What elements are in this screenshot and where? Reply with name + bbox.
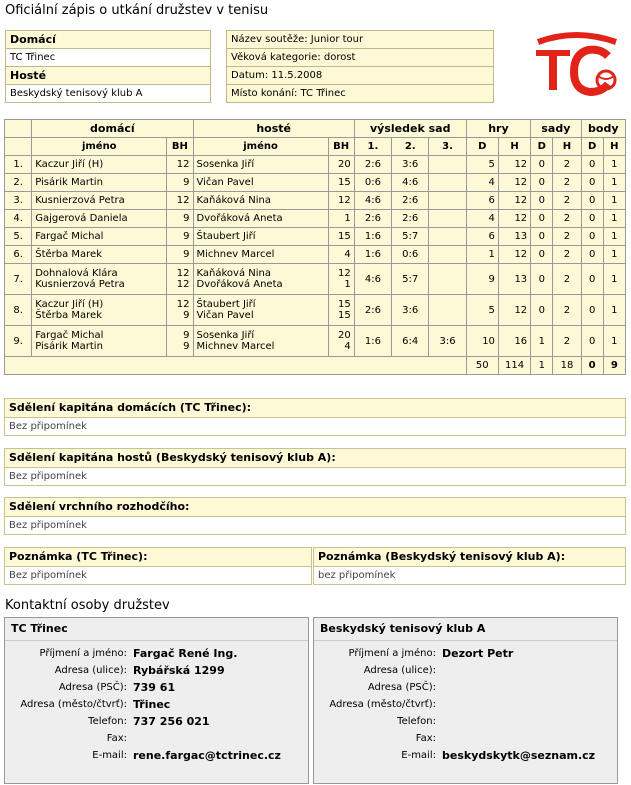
contact-label: Adresa (ulice): [363, 665, 436, 676]
home-player [32, 246, 167, 264]
contact-value [438, 730, 597, 747]
guest-player-line: Štaubert Jiří [196, 299, 256, 310]
home-bh-line: 9 [183, 330, 190, 341]
home-player-line: Pisárik Martin [35, 341, 103, 352]
contact-row [314, 679, 597, 696]
match-row [5, 210, 626, 228]
guest-bh-line: 4 [344, 341, 351, 352]
points-h: 1 [603, 192, 625, 210]
total-sets-h: 18 [553, 357, 581, 375]
home-bh-line: 9 [183, 341, 190, 352]
points-h: 1 [603, 174, 625, 192]
games-d: 9 [466, 264, 498, 295]
points-d: 0 [581, 210, 603, 228]
sub-set1: 1. [354, 138, 391, 156]
contact-value [438, 713, 597, 730]
points-h: 1 [603, 295, 625, 326]
guest-player-line: Vičan Pavel [196, 310, 254, 321]
guest-player [193, 156, 328, 174]
set3-score [429, 246, 466, 264]
set1-score: 2:6 [354, 210, 391, 228]
guest-bh-line: 12 [338, 195, 351, 206]
match-rows [5, 156, 626, 357]
home-player-line: Kusnierzová Petra [35, 195, 125, 206]
set3-score [429, 174, 466, 192]
set1-score: 4:6 [354, 264, 391, 295]
match-number: 2. [5, 174, 32, 192]
guest-player-line: Štaubert Jiří [196, 231, 256, 242]
note-guest-text: bez připomínek [314, 567, 625, 584]
contact-row [5, 662, 283, 679]
contact-label: Adresa (město/čtvrť): [329, 699, 436, 710]
contact-value: 739 61 [133, 681, 176, 694]
match-number: 9. [5, 326, 32, 357]
match-row [5, 246, 626, 264]
contact-label: Telefon: [88, 716, 127, 727]
sub-h: H [498, 138, 530, 156]
contact-value: Třinec [133, 698, 171, 711]
date: Datum: 11.5.2008 [227, 67, 494, 85]
home-player-line: Štěrba Marek [35, 310, 102, 321]
contact-value [129, 730, 283, 747]
games-h: 12 [498, 210, 530, 228]
guest-player [193, 210, 328, 228]
set1-score: 1:6 [354, 246, 391, 264]
home-player [32, 264, 167, 295]
match-row [5, 174, 626, 192]
set3-score [429, 295, 466, 326]
guest-player [193, 228, 328, 246]
guest-player-line: Michnev Marcel [196, 249, 275, 260]
contact-row [5, 747, 283, 764]
captain-guest-title: Sdělení kapitána hostů (Beskydský tenisový klub A): [5, 449, 625, 468]
sets-d: 0 [531, 174, 553, 192]
guest-bh-line: 15 [338, 299, 351, 310]
match-number: 6. [5, 246, 32, 264]
home-bh [167, 192, 193, 210]
guest-bh-line: 20 [338, 330, 351, 341]
match-number: 4. [5, 210, 32, 228]
contact-row [5, 696, 283, 713]
match-row [5, 326, 626, 357]
contact-label: Příjmení a jméno: [348, 648, 436, 659]
sets-h: 2 [553, 156, 581, 174]
contact-value: rene.fargac@tctrinec.cz [133, 749, 281, 762]
contact-row [5, 679, 283, 696]
note-home-text: Bez připomínek [5, 567, 311, 584]
col-games: hry [466, 120, 531, 138]
home-bh [167, 210, 193, 228]
sub-set2: 2. [392, 138, 429, 156]
home-player [32, 210, 167, 228]
contact-guest-box [313, 617, 618, 784]
home-player-line: Dohnalová Klára [35, 268, 118, 279]
venue: Místo konání: TC Třinec [227, 85, 494, 103]
guest-bh-line: 4 [344, 249, 351, 260]
captain-home-text: Bez připomínek [5, 418, 625, 435]
contact-row [5, 645, 283, 662]
referee-title: Sdělení vrchního rozhodčího: [5, 498, 625, 517]
total-points-d: 0 [581, 357, 603, 375]
guest-bh-line: 15 [338, 231, 351, 242]
sets-d: 0 [531, 264, 553, 295]
captain-home-box [4, 398, 626, 436]
points-d: 0 [581, 246, 603, 264]
home-bh [167, 228, 193, 246]
home-player [32, 174, 167, 192]
match-number: 5. [5, 228, 32, 246]
contact-row [314, 747, 597, 764]
games-h: 13 [498, 264, 530, 295]
set2-score: 2:6 [392, 210, 429, 228]
col-result: výsledek sad [354, 120, 466, 138]
home-bh [167, 326, 193, 357]
match-number: 8. [5, 295, 32, 326]
points-h: 1 [603, 326, 625, 357]
contact-value: beskydskytk@seznam.cz [442, 749, 596, 762]
points-h: 1 [603, 264, 625, 295]
home-bh-line: 9 [183, 231, 190, 242]
captain-home-title: Sdělení kapitána domácích (TC Třinec): [5, 399, 625, 418]
contact-row [314, 713, 597, 730]
home-bh-line: 12 [176, 268, 190, 279]
points-h: 1 [603, 228, 625, 246]
games-h: 12 [498, 295, 530, 326]
logo-text: TC [530, 30, 532, 31]
guest-bh-line: 1 [344, 279, 351, 290]
home-bh [167, 264, 193, 295]
results-table [4, 119, 626, 375]
games-d: 5 [466, 156, 498, 174]
home-bh-line: 9 [183, 177, 190, 188]
games-h: 12 [498, 246, 530, 264]
home-bh-line: 9 [183, 310, 190, 321]
match-row [5, 156, 626, 174]
sets-h: 2 [553, 174, 581, 192]
guest-player-line: Kaňáková Nina [196, 195, 271, 206]
contact-row [314, 696, 597, 713]
home-player-line: Gajgerová Daniela [35, 213, 128, 224]
sets-h: 2 [553, 264, 581, 295]
match-number: 7. [5, 264, 32, 295]
contact-label: Adresa (PSČ): [367, 682, 436, 693]
contacts-title: Kontaktní osoby družstev [5, 598, 170, 613]
games-h: 16 [498, 326, 530, 357]
note-guest-title: Poznámka (Beskydský tenisový klub A): [314, 548, 625, 567]
guest-bh [328, 228, 354, 246]
home-bh [167, 174, 193, 192]
match-row [5, 264, 626, 295]
set2-score: 2:6 [392, 192, 429, 210]
total-games-h: 114 [498, 357, 530, 375]
contact-label: Fax: [106, 733, 127, 744]
note-guest-box [313, 547, 626, 585]
games-h: 13 [498, 228, 530, 246]
guest-player [193, 295, 328, 326]
total-sets-d: 1 [531, 357, 553, 375]
contact-row [314, 662, 597, 679]
guest-bh [328, 192, 354, 210]
page-title: Oficiální zápis o utkání družstev v tenisu [5, 3, 269, 18]
games-d: 4 [466, 210, 498, 228]
points-h: 1 [603, 210, 625, 228]
note-home-box [4, 547, 312, 585]
contact-label: Telefon: [397, 716, 436, 727]
contact-label: E-mail: [401, 750, 436, 761]
sub-bh: BH [167, 138, 193, 156]
set2-score: 0:6 [392, 246, 429, 264]
home-player-line: Kaczur Jiří (H) [35, 299, 104, 310]
home-player-line: Fargač Michal [35, 231, 104, 242]
guest-player-line: Michnev Marcel [196, 341, 275, 352]
guest-player [193, 264, 328, 295]
contact-row [5, 713, 283, 730]
guest-player [193, 326, 328, 357]
sets-h: 2 [553, 228, 581, 246]
set2-score: 5:7 [392, 264, 429, 295]
home-player [32, 326, 167, 357]
guest-bh-line: 15 [338, 177, 351, 188]
sets-d: 0 [531, 156, 553, 174]
guest-bh [328, 156, 354, 174]
games-h: 12 [498, 156, 530, 174]
contact-label: Fax: [415, 733, 436, 744]
guest-player-line: Sosenka Jiří [196, 159, 255, 170]
points-h: 1 [603, 156, 625, 174]
games-h: 12 [498, 192, 530, 210]
contact-home-box [4, 617, 309, 784]
sets-d: 0 [531, 192, 553, 210]
teams-table [5, 30, 211, 103]
home-player [32, 228, 167, 246]
sub-d: D [581, 138, 603, 156]
home-bh-line: 12 [176, 299, 190, 310]
sets-d: 0 [531, 228, 553, 246]
guest-bh-line: 1 [344, 213, 351, 224]
home-bh [167, 295, 193, 326]
sets-h: 2 [553, 326, 581, 357]
contact-label: Adresa (PSČ): [58, 682, 127, 693]
home-player-line: Kusnierzová Petra [35, 279, 125, 290]
games-d: 10 [466, 326, 498, 357]
contact-home-team: TC Třinec [5, 618, 308, 641]
set2-score: 5:7 [392, 228, 429, 246]
guest-bh [328, 210, 354, 228]
contact-row [314, 730, 597, 747]
points-d: 0 [581, 295, 603, 326]
col-home: domácí [32, 120, 193, 138]
guest-bh-line: 12 [338, 268, 351, 279]
set1-score: 2:6 [354, 156, 391, 174]
guest-bh-line: 20 [338, 159, 351, 170]
contact-value [438, 662, 597, 679]
referee-box [4, 497, 626, 535]
match-number: 3. [5, 192, 32, 210]
games-d: 5 [466, 295, 498, 326]
sub-h: H [603, 138, 625, 156]
contact-guest-team: Beskydský tenisový klub A [314, 618, 617, 641]
set2-score: 6:4 [392, 326, 429, 357]
contact-guest-table [314, 645, 597, 764]
contact-value: 737 256 021 [133, 715, 210, 728]
guest-label: Hosté [6, 67, 211, 85]
points-d: 0 [581, 326, 603, 357]
set3-score: 3:6 [429, 326, 466, 357]
sub-d: D [466, 138, 498, 156]
home-player [32, 192, 167, 210]
games-d: 4 [466, 174, 498, 192]
competition: Název soutěže: Junior tour [227, 31, 494, 49]
set2-score: 4:6 [392, 174, 429, 192]
set1-score: 1:6 [354, 326, 391, 357]
captain-guest-box [4, 448, 626, 486]
set3-score [429, 156, 466, 174]
col-points: body [581, 120, 625, 138]
set3-score [429, 210, 466, 228]
set2-score: 3:6 [392, 156, 429, 174]
set1-score: 4:6 [354, 192, 391, 210]
points-h: 1 [603, 246, 625, 264]
guest-player-line: Sosenka Jiří [196, 330, 255, 341]
sub-h: H [553, 138, 581, 156]
guest-player-line: Kaňáková Nina [196, 268, 271, 279]
sets-d: 0 [531, 210, 553, 228]
contact-value: Dezort Petr [442, 647, 514, 660]
guest-player-line: Dvořáková Aneta [196, 279, 283, 290]
sets-h: 2 [553, 192, 581, 210]
points-d: 0 [581, 192, 603, 210]
sets-d: 0 [531, 246, 553, 264]
match-row [5, 228, 626, 246]
total-points-h: 9 [603, 357, 625, 375]
home-player-line: Kaczur Jiří (H) [35, 159, 104, 170]
home-bh-line: 9 [183, 249, 190, 260]
contact-label: Příjmení a jméno: [39, 648, 127, 659]
games-d: 1 [466, 246, 498, 264]
games-d: 6 [466, 228, 498, 246]
sub-name: jméno [193, 138, 328, 156]
contact-value: Rybářská 1299 [133, 664, 225, 677]
guest-bh [328, 264, 354, 295]
sub-d: D [531, 138, 553, 156]
club-logo [530, 30, 622, 102]
home-player-line: Štěrba Marek [35, 249, 102, 260]
home-bh-line: 12 [176, 159, 190, 170]
contact-label: E-mail: [92, 750, 127, 761]
home-label: Domácí [6, 31, 211, 49]
guest-bh [328, 295, 354, 326]
set3-score [429, 228, 466, 246]
match-row [5, 295, 626, 326]
set3-score [429, 264, 466, 295]
contact-value [438, 696, 597, 713]
points-d: 0 [581, 174, 603, 192]
points-d: 0 [581, 264, 603, 295]
match-number: 1. [5, 156, 32, 174]
home-player-line: Pisárik Martin [35, 177, 103, 188]
contact-label: Adresa (město/čtvrť): [20, 699, 127, 710]
home-bh-line: 9 [183, 213, 190, 224]
games-d: 6 [466, 192, 498, 210]
match-info-table [226, 30, 494, 103]
set1-score: 1:6 [354, 228, 391, 246]
games-h: 12 [498, 174, 530, 192]
points-d: 0 [581, 156, 603, 174]
contact-row [5, 730, 283, 747]
guest-player-line: Dvořáková Aneta [196, 213, 283, 224]
totals-label [5, 357, 467, 375]
set1-score: 2:6 [354, 295, 391, 326]
contact-home-table [5, 645, 283, 764]
sets-h: 2 [553, 246, 581, 264]
captain-guest-text: Bez připomínek [5, 468, 625, 485]
col-guest: hosté [193, 120, 354, 138]
sub-set3: 3. [429, 138, 466, 156]
guest-player [193, 192, 328, 210]
total-games-d: 50 [466, 357, 498, 375]
note-home-title: Poznámka (TC Třinec): [5, 548, 311, 567]
sets-d: 0 [531, 295, 553, 326]
sub-bh: BH [328, 138, 354, 156]
guest-player-line: Vičan Pavel [196, 177, 254, 188]
home-bh-line: 12 [176, 195, 190, 206]
home-bh [167, 246, 193, 264]
referee-text: Bez připomínek [5, 517, 625, 534]
home-player [32, 295, 167, 326]
category: Věková kategorie: dorost [227, 49, 494, 67]
contact-row [314, 645, 597, 662]
corner-cell [5, 120, 32, 138]
match-row [5, 192, 626, 210]
home-player [32, 156, 167, 174]
contact-value: Fargač René Ing. [133, 647, 238, 660]
sets-h: 2 [553, 210, 581, 228]
guest-team: Beskydský tenisový klub A [6, 85, 211, 103]
sets-d: 1 [531, 326, 553, 357]
set2-score: 3:6 [392, 295, 429, 326]
sub-name: jméno [32, 138, 167, 156]
home-bh-line: 12 [176, 279, 190, 290]
guest-bh [328, 174, 354, 192]
home-team: TC Třinec [6, 49, 211, 67]
guest-player [193, 246, 328, 264]
set3-score [429, 192, 466, 210]
sets-h: 2 [553, 295, 581, 326]
contact-value [438, 679, 597, 696]
corner-cell [5, 138, 32, 156]
guest-bh [328, 246, 354, 264]
guest-player [193, 174, 328, 192]
contact-label: Adresa (ulice): [54, 665, 127, 676]
guest-bh-line: 15 [338, 310, 351, 321]
set1-score: 0:6 [354, 174, 391, 192]
home-bh [167, 156, 193, 174]
points-d: 0 [581, 228, 603, 246]
home-player-line: Fargač Michal [35, 330, 104, 341]
col-sets: sady [531, 120, 581, 138]
guest-bh [328, 326, 354, 357]
